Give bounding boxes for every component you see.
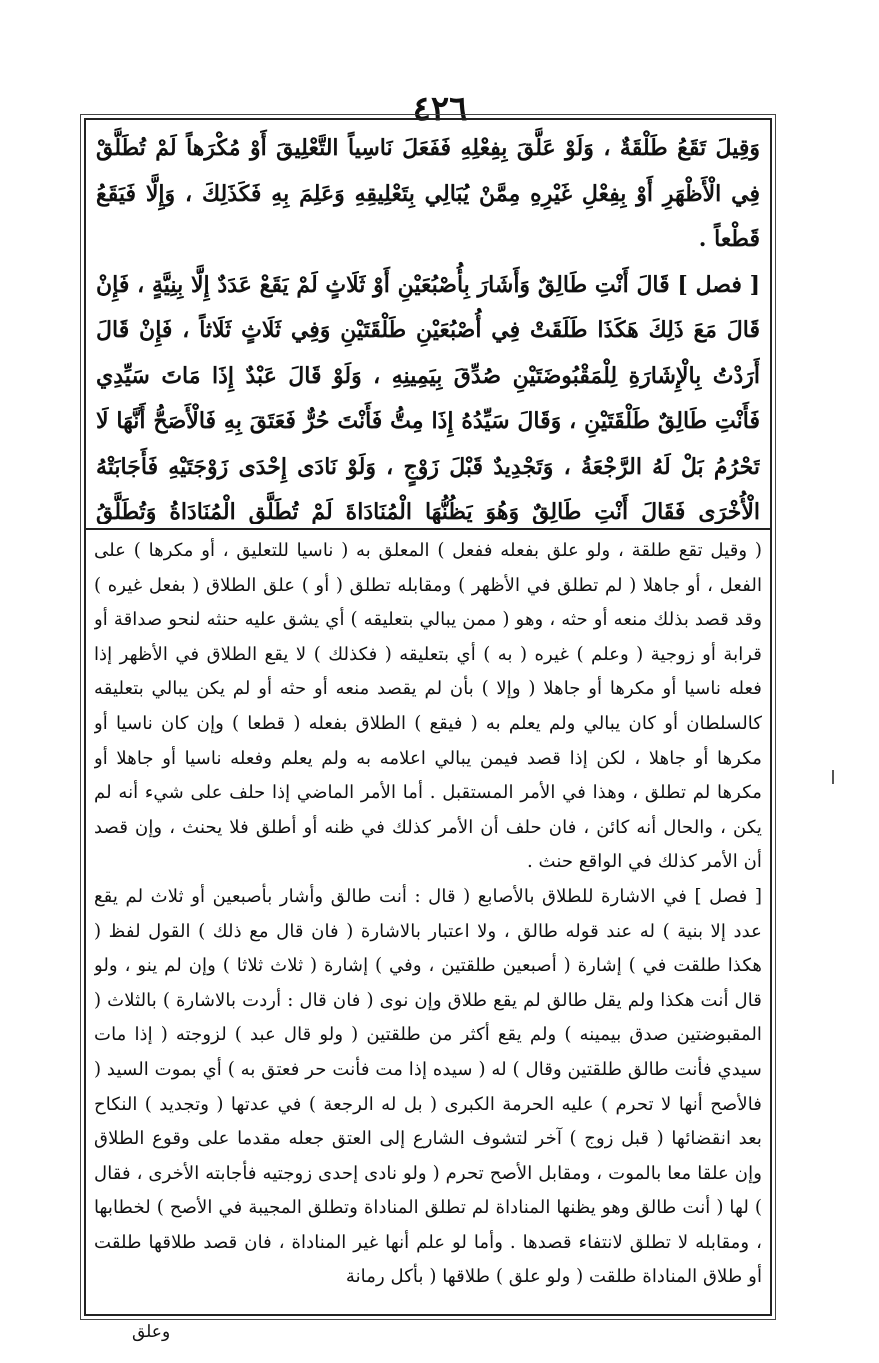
main-text-paragraph: [ فصل ] قَالَ أَنْتِ طَالِقٌ وَأَشَارَ بِأُصْبُعَيْنِ أَوْ ثَلَاثٍ لَمْ يَقَعْ عَدَدٌ إِلَّا بِنِيَّةٍ ، فَإِنْ قَالَ مَعَ ذَلِكَ هَكَذَا طَلَقَتْ فِي أُصْبُعَيْنِ طَلْقَتَيْنِ وَفِي ثَلَاثٍ ثَلَاثاً ، فَإِنْ قَالَ أَرَدْتُ بِالْإِشَارَةِ لِلْمَقْبُوضَتَيْنِ صُدِّقَ بِيَمِينِهِ ، وَلَوْ قَالَ عَبْدٌ إِذَا مَاتَ سَيِّدِي فَأَنْتِ طَالِقٌ طَلْقَتَيْنِ ، وَقَالَ سَيِّدُهُ إِذَا مِتُّ فَأَنْتَ حُرٌّ فَعَتَقَ بِهِ فَالْأَصَحُّ أَنَّهَا لَا تَحْرُمُ بَلْ لَهُ الرَّجْعَةُ ، وَتَجْدِيدٌ قَبْلَ زَوْجٍ ، وَلَوْ نَادَى إِحْدَى زَوْجَتَيْهِ فَأَجَابَتْهُ الْأُخْرَى فَقَالَ أَنْتِ طَالِقٌ وَهُوَ يَظُنُّهَا الْمُنَادَاةَ لَمْ تُطَلَّقِ الْمُنَادَاةُ وَتُطَلَّقُ [96,271,760,524]
page-number: ٤٢٦ [412,89,468,129]
catchword: وعلق [132,1322,171,1342]
text-divider [86,528,770,530]
main-text-paragraph: وَقِيلَ تَقَعُ طَلْقَةٌ ، وَلَوْ عَلَّقَ بِفِعْلِهِ فَفَعَلَ نَاسِياً التَّعْلِيقَ أَوْ مُكْرَهاً لَمْ تُطَلَّقْ فِي الْأَظْهَرِ أَوْ بِفِعْلِ غَيْرِهِ مِمَّنْ يُبَالِي بِتَعْلِيقِهِ وَعَلِمَ بِهِ فَكَذَلِكَ ، وَإِلَّا فَيَقَعُ قَطْعاً . [96,135,760,252]
commentary-paragraph: ( وقيل تقع طلقة ، ولو علق بفعله ففعل ) المعلق به ( ناسيا للتعليق ، أو مكرها ) على الفعل ، أو جاهلا ( لم تطلق في الأظهر ) ومقابله تطلق ( أو ) علق الطلاق ( بفعل غيره ) وقد قصد بذلك منعه أو حثه ، وهو ( ممن يبالي بتعليقه ) أي يشق عليه حنثه لنحو صداقة أو قرابة أو زوجية ( وعلم ) غيره ( به ) أي بتعليقه ( فكذلك ) لا يقع الطلاق في الأظهر إذا فعله ناسيا أو مكرها أو جاهلا ( وإلا ) بأن لم يقصد منعه أو حثه أو لم يكن يبالي بتعليقه كالسلطان أو كان يبالي ولم يعلم به ( فيقع ) الطلاق بفعله ( قطعا ) وإن كان ناسيا أو مكرها أو جاهلا ، لكن إذا قصد فيمن يبالي اعلامه به ولم يعلم وفعله ناسيا أو جاهلا أو مكرها لم تطلق ، وهذا في الأمر المستقبل . أما الأمر الماضي إذا حلف على شيء أنه لم يكن ، والحال أنه كائن ، فان حلف أن الأمر كذلك في ظنه أو أطلق فلا يحنث ، وإن قصد أن الأمر كذلك في الواقع حنث . [94,540,762,873]
page-frame [84,118,772,1316]
margin-mark [832,770,834,784]
main-text-block [96,126,760,524]
commentary-paragraph: [ فصل ] في الاشارة للطلاق بالأصابع ( قال : أنت طالق وأشار بأصبعين أو ثلاث لم يقع عدد إلا بنية ) له عند قوله طالق ، ولا اعتبار بالاشارة ( فان قال مع ذلك ) القول لفظ ( هكذا طلقت في ) إشارة ( أصبعين طلقتين ، وفي ) إشارة ( ثلاث ثلاثا ) وإن لم ينو ، ولو قال أنت هكذا ولم يقل طالق لم يقع طلاق وإن نوى ( فان قال : أردت بالاشارة ) بالثلاث ( المقبوضتين صدق بيمينه ) ولم يقع أكثر من طلقتين ( ولو قال عبد ) لزوجته ( إذا مات سيدي فأنت طالق طلقتين وقال ) له ( سيده إذا مت فأنت حر فعتق به ) أي بموت السيد ( فالأصح أنها لا تحرم ) عليه الحرمة الكبرى ( بل له الرجعة ) في عدتها ( وتجديد ) النكاح بعد انقضائها ( قبل زوج ) آخر لتشوف الشارع إلى العتق جعله مقدما على وقوع الطلاق وإن علقا معا بالموت ، ومقابل الأصح تحرم ( ولو نادى إحدى زوجتيه فأجابته الأخرى ، فقال ) لها ( أنت طالق وهو يظنها المناداة لم تطلق المناداة وتطلق المجيبة في الأصح ) لخطابها ، ومقابله لا تطلق لانتفاء قصدها . وأما لو علم أنها غير المناداة ، فان قصد طلاقها طلقت أو طلاق المناداة طلقت ( ولو علق ) طلاقها ( بأكل رمانة [94,885,762,1288]
commentary-block [94,534,762,1308]
